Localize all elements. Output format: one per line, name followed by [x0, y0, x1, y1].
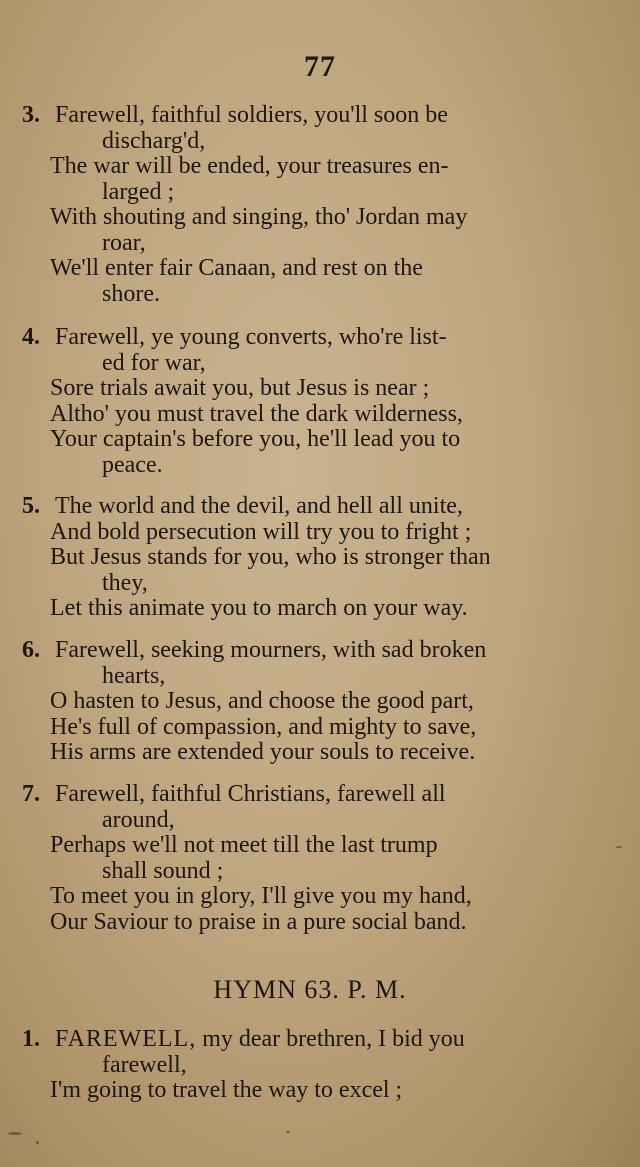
- verse-line: But Jesus stands for you, who is stronger than: [50, 544, 491, 570]
- verse-line: Perhaps we'll not meet till the last trump: [50, 832, 438, 858]
- verse-line: We'll enter fair Canaan, and rest on the: [50, 255, 423, 281]
- verse-6: [22, 638, 594, 766]
- verse-line: discharg'd,: [102, 127, 206, 154]
- verse-5: [22, 494, 594, 622]
- verse-4: [22, 325, 594, 478]
- verse-line: Our Saviour to praise in a pure social band.: [50, 908, 467, 935]
- hymn-title: HYMN 63. P. M.: [213, 975, 407, 1004]
- verse-line: shore.: [102, 280, 160, 307]
- verse-line: Sore trials await you, but Jesus is near ;: [50, 375, 430, 401]
- verse-line: roar,: [102, 229, 146, 256]
- verse-line: ed for war,: [102, 349, 206, 376]
- verse-3: [22, 103, 594, 307]
- verse-line: hearts,: [102, 662, 166, 689]
- verse-number: 5.: [22, 493, 40, 519]
- verse-line: Your captain's before you, he'll lead you to: [50, 426, 461, 452]
- page-number: 77: [304, 50, 336, 83]
- verse-line: His arms are extended your souls to receive.: [50, 739, 476, 765]
- verse-line: 3. Farewell, faithful soldiers, you'll soon be: [22, 102, 448, 128]
- verse-line: they,: [102, 569, 148, 596]
- verse-number: 1.: [22, 1026, 40, 1052]
- verse-line: I'm going to travel the way to excel ;: [50, 1077, 403, 1103]
- paper-speck: [286, 1131, 290, 1133]
- verse-line: peace.: [102, 451, 163, 478]
- verse-line: Altho' you must travel the dark wilderness,: [50, 400, 463, 427]
- verse-7: [22, 782, 594, 935]
- verse-line: larged ;: [102, 178, 175, 205]
- verse-number: 6.: [22, 637, 40, 663]
- verse-line: 6. Farewell, seeking mourners, with sad broken: [22, 637, 487, 663]
- verse-line: 5. The world and the devil, and hell all unite,: [22, 493, 463, 519]
- verse-number: 4.: [22, 324, 40, 350]
- verse-line: farewell,: [102, 1051, 187, 1078]
- paper-speck: [36, 1141, 39, 1144]
- verse-line: He's full of compassion, and mighty to save,: [50, 713, 477, 740]
- paper-speck: [8, 1132, 22, 1135]
- verse-number: 3.: [22, 102, 40, 128]
- hymn-verse-1: [22, 1027, 594, 1104]
- first-word: FAREWELL,: [55, 1026, 197, 1052]
- verse-line: O hasten to Jesus, and choose the good part,: [50, 688, 474, 714]
- verse-line: The war will be ended, your treasures en-: [50, 153, 449, 179]
- verse-line: To meet you in glory, I'll give you my hand,: [50, 883, 472, 909]
- verse-line: around,: [102, 806, 175, 833]
- verse-line: 7. Farewell, faithful Christians, farewell all: [22, 781, 446, 807]
- paper-speck: [616, 846, 622, 848]
- verse-line: 4. Farewell, ye young converts, who're list-: [22, 324, 447, 350]
- verse-line: 1. FAREWELL, my dear brethren, I bid you: [22, 1026, 465, 1052]
- verse-number: 7.: [22, 781, 40, 807]
- verse-line: shall sound ;: [102, 857, 224, 884]
- verse-line: And bold persecution will try you to fright ;: [50, 518, 472, 545]
- verse-line: Let this animate you to march on your way.: [50, 595, 468, 621]
- verse-line: With shouting and singing, tho' Jordan may: [50, 204, 468, 230]
